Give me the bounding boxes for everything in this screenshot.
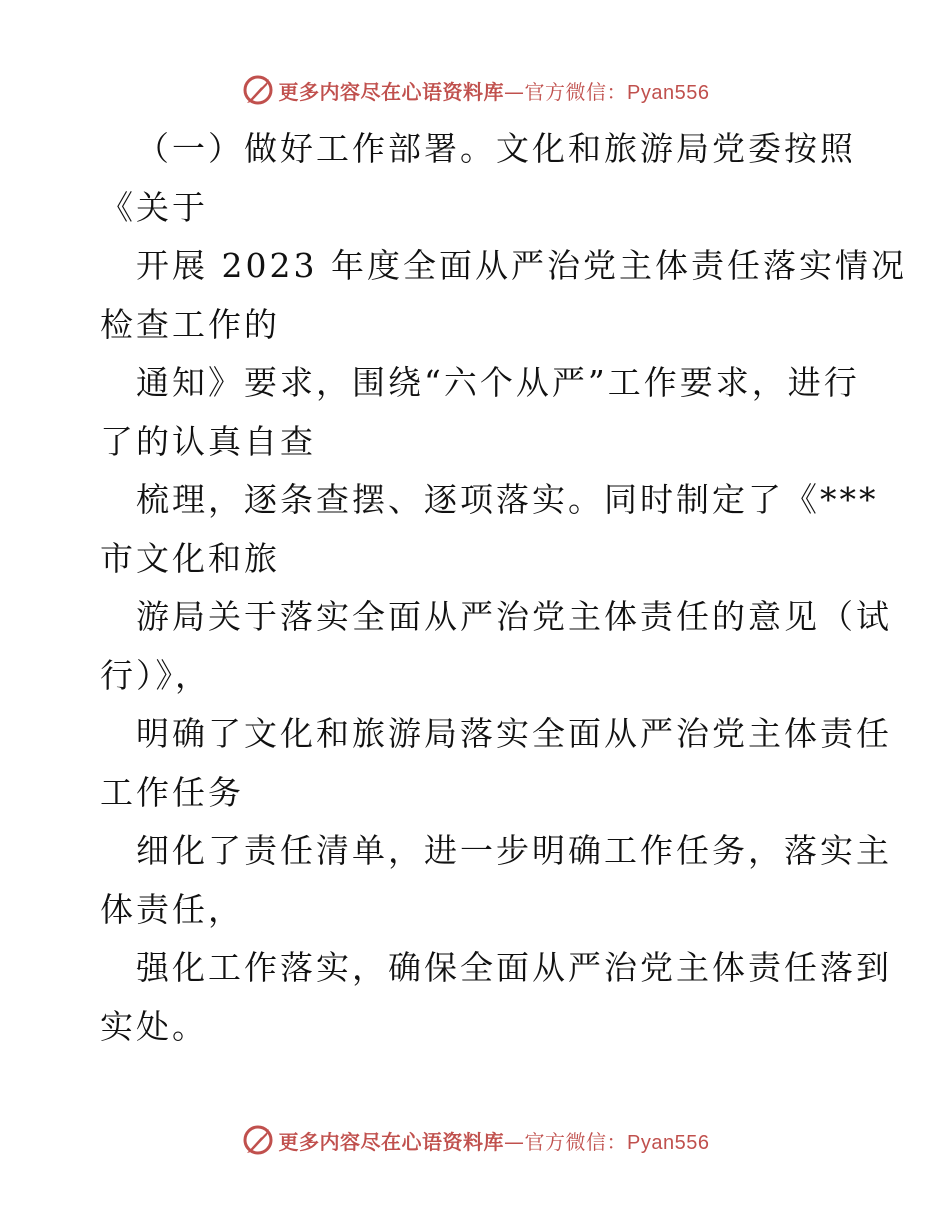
paragraph-line: 强化工作落实，确保全面从严治党主体责任落到 [136, 948, 892, 987]
paragraph-line: 明确了文化和旅游局落实全面从严治党主体责任 [136, 714, 892, 753]
paragraph-line: 细化了责任清单，进一步明确工作任务，落实主 [136, 831, 892, 870]
paragraph-line: 《关于 [100, 187, 208, 227]
paragraph-line: 梳理，逐条查摆、逐项落实。同时制定了《*** [136, 480, 879, 519]
paragraph-line: 市文化和旅 [100, 538, 280, 578]
watermark-text [279, 76, 710, 105]
paragraph-line: 实处。 [100, 1006, 208, 1046]
watermark-brand: 更多内容尽在心语资料库 [278, 1129, 505, 1154]
footer-watermark [0, 1120, 950, 1160]
paragraph-line: 检查工作的 [100, 304, 280, 344]
quill-pen-circle-icon [241, 1123, 275, 1157]
watermark-dash: — [504, 1129, 525, 1154]
watermark-brand: 更多内容尽在心语资料库 [278, 79, 505, 104]
paragraph-line: 工作任务 [100, 772, 244, 812]
paragraph-line: 体责任， [100, 889, 244, 929]
paragraph-line: 通知》要求，围绕“六个从严”工作要求，进行 [136, 363, 860, 402]
header-watermark [0, 70, 950, 110]
watermark-wechat-label: 官方微信： [524, 1129, 628, 1154]
paragraph-line: 游局关于落实全面从严治党主体责任的意见（试 [136, 597, 892, 636]
watermark-wechat-id: Pyan556 [627, 81, 710, 104]
watermark-wechat-id: Pyan556 [627, 1131, 710, 1154]
paragraph-line: 行）》， [100, 655, 211, 695]
paragraph-line: 了的认真自查 [100, 421, 316, 461]
quill-pen-circle-icon [241, 73, 275, 107]
document-body [100, 120, 907, 1056]
watermark-text [279, 1126, 710, 1155]
watermark-dash: — [504, 79, 525, 104]
watermark-wechat-label: 官方微信： [524, 79, 628, 104]
paragraph-line: （一）做好工作部署。文化和旅游局党委按照 [136, 129, 856, 168]
paragraph-line: 开展 2023 年度全面从严治党主体责任落实情况 [136, 246, 907, 285]
